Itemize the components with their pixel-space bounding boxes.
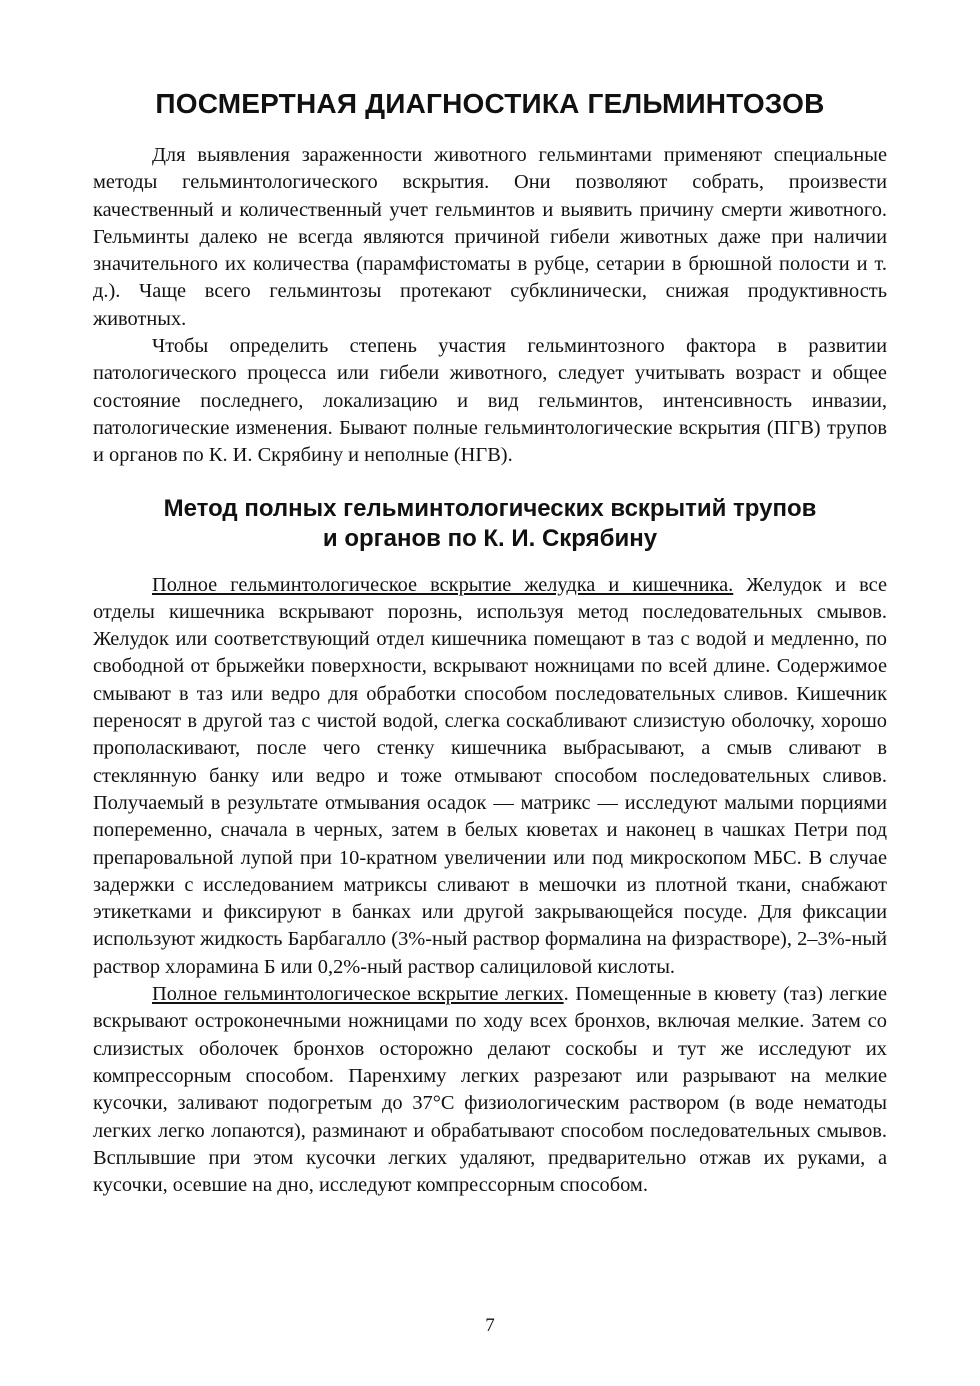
stomach-intestine-paragraph xyxy=(93,572,887,981)
section-title-line-1: Метод полных гельминтологических вскрытий трупов xyxy=(163,494,817,522)
intro-paragraph-1: Для выявления зараженности животного гельминтами применяют специальные методы гельминтологического вскрытия. Они позволяют собрать, произвести качественный и количественный учет гельминтов и выявить причину смерти животного. Гельминты далеко не всегда являются причиной гибели животных даже при наличии значительного их количества (парамфистоматы в рубце, сетарии в брюшной полости и т. д.). Чаще всего гельминтозы протекают субклинически, снижая продуктивность животных. xyxy=(93,144,887,330)
lungs-text: . Помещенные в кювету (таз) легкие вскрывают остроконечными ножницами по ходу всех бронхов, включая мелкие. Затем со слизистых оболочек бронхов осторожно делают соскобы и тут же исследуют их компрессорным способом. Паренхиму легких разрезают или разрывают на мелкие кусочки, заливают подогретым до 37°С физиологическим раствором (в воде нематоды легких легко лопаются), разминают и обрабатывают способом последовательных смывов. Всплывшие при этом кусочки легких удаляют, предварительно отжав их руками, а кусочки, осевшие на дно, исследуют компрессорным способом. xyxy=(93,983,888,1197)
intro-paragraph-2: Чтобы определить степень участия гельминтозного фактора в развитии патологического процесса или гибели животного, следует учитывать возраст и общее состояние последнего, локализацию и вид гельминтов, интенсивность инвазии, патологические изменения. Бывают полные гельминтологические вскрытия (ПГВ) трупов и органов по К. И. Скрябину и неполные (НГВ). xyxy=(93,335,887,467)
section-title xyxy=(93,494,887,554)
stomach-intestine-lead: Полное гельминтологическое вскрытие желудка и кишечника. xyxy=(152,573,734,596)
page-title: ПОСМЕРТНАЯ ДИАГНОСТИКА ГЕЛЬМИНТОЗОВ xyxy=(155,88,825,119)
stomach-intestine-text: Желудок и все отделы кишечника вскрывают порознь, используя метод последовательных смывов. Желудок или соответствующий отдел кишечника помещают в таз с водой и медленно, по свободной от брыжейки поверхности, вскрывают ножницами по всей длине. Содержимое смывают в таз или ведро для обработки способом последовательных сливов. Кишечник переносят в другой таз с чистой водой, слегка соскабливают слизистую оболочку, хорошо прополаскивают, после чего стенку кишечника выбрасывают, а смыв сливают в стеклянную банку или ведро и тоже отмывают способом последовательных сливов. Получаемый в результате отмывания осадок — матрикс — исследуют малыми порциями попеременно, сначала в черных, затем в белых кюветах и наконец в чашках Петри под препаровальной лупой при 10-кратном увеличении или под микроскопом МБС. В случае задержки с исследованием матриксы сливают в мешочки из плотной ткани, снабжают этикетками и фиксируют в банках или другой закрывающейся посуде. Для фиксации используют жидкость Барбагалло (3%-ный раствор формалина на физрастворе), 2–3%-ный раствор хлорамина Б или 0,2%-ный раствор салициловой кислоты. xyxy=(93,573,887,978)
lungs-paragraph xyxy=(93,981,887,1199)
page-number: 7 xyxy=(485,1315,495,1336)
section-title-line-2: и органов по К. И. Скрябину xyxy=(322,524,658,552)
lungs-lead: Полное гельминтологическое вскрытие легких xyxy=(152,983,564,1006)
document-page xyxy=(93,86,887,1199)
